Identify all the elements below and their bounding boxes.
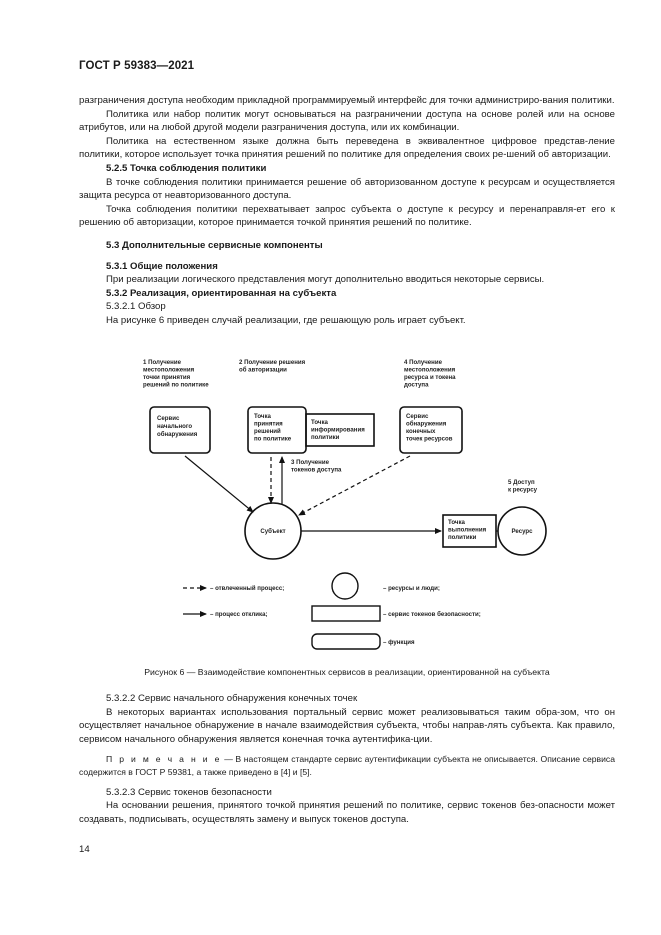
standard-header: ГОСТ Р 59383—2021 — [79, 60, 195, 72]
legend-solid-label: – процесс отклика; — [210, 611, 268, 618]
step-4-label: 4 Получение местоположения ресурса и токена доступа — [404, 359, 456, 389]
legend-circle-label: – ресурсы и люди; — [383, 585, 440, 592]
policy-decision-point-label: Точка принятия решений по политике — [254, 413, 292, 443]
paragraph: Политика на естественном языке должна быть переведена в эквивалентное цифровое представ-ление политики, которое использует точка принятия решений по политике для определения своих ре-шений об авторизации. — [79, 135, 615, 161]
resource-label: Ресурс — [511, 528, 533, 535]
note — [79, 753, 615, 778]
section-heading-5-3-2-2: 5.3.2.2 Сервис начального обнаружения конечных точек — [106, 693, 358, 704]
paragraph: Политика или набор политик могут основываться на разграничении доступа на основе ролей или на основе атрибутов, или на любой другой модели разграничения доступа, или их комбинации. — [79, 108, 615, 134]
step-1-label: 1 Получение местоположения точки принятия решений по политике — [143, 359, 209, 389]
section-heading-5-3: 5.3 Дополнительные сервисные компоненты — [106, 239, 323, 251]
section-heading-5-2-5: 5.2.5 Точка соблюдения политики — [106, 162, 267, 174]
legend-rect-label: – сервис токенов безопасности; — [383, 611, 481, 618]
legend-dashed-label: – отвлеченный процесс; — [210, 585, 285, 592]
note-text: — В настоящем стандарте сервис аутентификации субъекта не описывается. Описание сервиса содержится в ГОСТ Р 59381, а также приведено в [4] и [5]. — [79, 754, 615, 777]
legend-rect — [312, 606, 380, 621]
initial-discovery-service-box — [150, 407, 210, 453]
initial-discovery-service-label: Сервис начального обнаружения — [157, 415, 198, 438]
section-heading-5-3-2: 5.3.2 Реализация, ориентированная на субъекта — [106, 287, 337, 299]
paragraph: разграничения доступа необходим прикладной программируемый интерфейс для точки администриро-вания политики. — [79, 95, 615, 106]
step-3-label: 3 Получение токенов доступа — [291, 459, 342, 474]
paragraph: При реализации логического представления могут дополнительно вводиться некоторые сервисы. — [106, 274, 545, 286]
policy-enforcement-point-label: Точка выполнения политики — [448, 519, 487, 541]
paragraph: На основании решения, принятого точкой принятия решений по политике, сервис токенов без-опасности может создавать, подписывать, осуществлять замену и выпуск токенов доступа. — [79, 800, 615, 825]
section-heading-5-3-1: 5.3.1 Общие положения — [106, 260, 218, 272]
paragraph: Точка соблюдения политики перехватывает запрос субъекта о доступе к ресурсу и перенаправля-ет его к решению об авторизации, которое принимается точкой принятия решений по политике. — [79, 203, 615, 229]
paragraph: На рисунке 6 приведен случай реализации, где решающую роль играет субъект. — [106, 314, 466, 326]
page-number: 14 — [79, 844, 90, 855]
figure-caption: Рисунок 6 — Взаимодействие компонентных сервисов в реализации, ориентированной на субъекта — [144, 667, 550, 677]
section-heading-5-3-2-1: 5.3.2.1 Обзор — [106, 301, 166, 313]
resource-endpoint-discovery-label: Сервис обнаружения конечных точек ресурсов — [406, 413, 453, 443]
arrow-subject-to-discovery — [185, 456, 253, 512]
subject-label: Субъект — [260, 528, 286, 535]
legend-rounded-rect — [312, 634, 380, 649]
section-heading-5-3-2-3: 5.3.2.3 Сервис токенов безопасности — [106, 786, 272, 798]
paragraph: В точке соблюдения политики принимается решение об авторизованном доступе к ресурсам и осуществляется защита ресурса от неавторизованного доступа. — [79, 176, 615, 202]
note-label: П р и м е ч а н и е — [106, 754, 222, 765]
paragraph: В некоторых вариантах использования портальный сервис может реализовываться таким обра-зом, что он осуществляет начальное обнаружение в начале взаимодействия субъекта, чтобы направ-лять субъекта. Как правило, сервисом начального обнаружения является конечная точка аутентифика-ции. — [79, 706, 615, 745]
step-5-label: 5 Доступ к ресурсу — [508, 479, 537, 494]
step-2-label: 2 Получение решения об авторизации — [239, 359, 306, 374]
legend-rounded-label: – функция — [383, 639, 415, 646]
policy-information-point-label: Точка информирования политики — [311, 419, 365, 441]
legend-circle — [332, 573, 358, 599]
text-block-bottom — [79, 692, 615, 826]
